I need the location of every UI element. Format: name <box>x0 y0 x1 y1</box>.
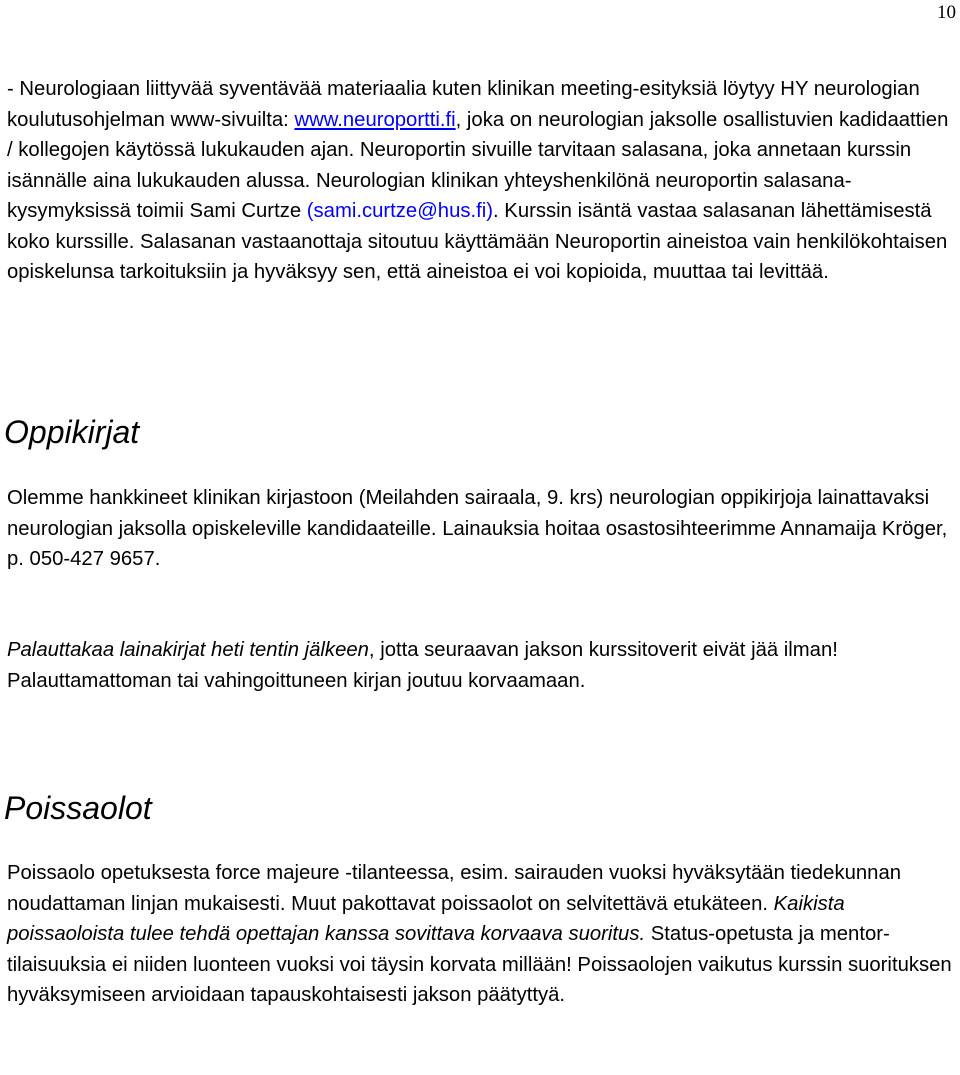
page-number: 10 <box>937 2 956 23</box>
books-return-emphasis: Palauttakaa lainakirjat heti tentin jälkeen <box>7 639 369 661</box>
heading-absence: Poissaolot <box>4 790 152 826</box>
books-return-text: , jotta seuraavan jakson kurssitoverit eivät jää ilman! Palauttamattoman tai vahingoittuneen kirjan joutuu korvaamaan. <box>7 639 838 692</box>
neuroportti-link[interactable]: www.neuroportti.fi <box>294 108 456 131</box>
intro-text-1: - Neurologiaan liittyvää syventävää materiaalia kuten klinikan meeting-esityksiä löytyy HY neurologian koulutusohjelman www-sivuilta: <box>7 78 920 131</box>
contact-email[interactable]: (sami.curtze@hus.fi) <box>306 200 494 222</box>
intro-paragraph <box>7 74 955 288</box>
books-return-paragraph <box>7 635 955 696</box>
intro-text-2: , joka on neurologian jaksolle osallistuvien kadidaattien / kollegojen käytössä lukukauden ajan. Neuroportin sivuille tarvitaan salasana, joka annetaan kurssin isännälle aina lukukauden alussa. Neurologian klinikan yhteyshenkilönä neuroportin salasana-kysymyksissä toimii Sami Curtze <box>7 108 949 222</box>
intro-text-3: . Kurssin isäntä vastaa salasanan lähettämisestä koko kurssille. Salasanan vastaanottaja sitoutuu käyttämään Neuroportin aineistoa vain henkilökohtaisen opiskelunsa tarkoituksiin ja hyväksyy sen, että aineistoa ei voi kopioida, muuttaa tai levittää. <box>7 200 948 283</box>
heading-books: Oppikirjat <box>4 414 140 450</box>
absence-text-3: Status-opetusta ja mentor-tilaisuuksia ei niiden luonteen vuoksi voi täysin korvata millään! Poissaolojen vaikutus kurssin suorituksen hyväksymiseen arvioidaan tapauskohtaisesti jakson päätyttyä. <box>7 923 952 1006</box>
absence-paragraph <box>7 858 955 1011</box>
absence-emphasis: Kaikista poissaoloista tulee tehdä opettajan kanssa sovittava korvaava suoritus. <box>7 892 845 945</box>
absence-text-1: Poissaolo opetuksesta force majeure -tilanteessa, esim. sairauden vuoksi hyväksytään tiedekunnan noudattaman linjan mukaisesti. Muut pakottavat poissaolot on selvitettävä etukäteen. <box>7 862 901 915</box>
books-paragraph: Olemme hankkineet klinikan kirjastoon (Meilahden sairaala, 9. krs) neurologian oppikirjoja lainattavaksi neurologian jaksolla opiskeleville kandidaateille. Lainauksia hoitaa osastosihteerimme Annamaija Kröger, p. 050-427 9657. <box>7 487 948 570</box>
